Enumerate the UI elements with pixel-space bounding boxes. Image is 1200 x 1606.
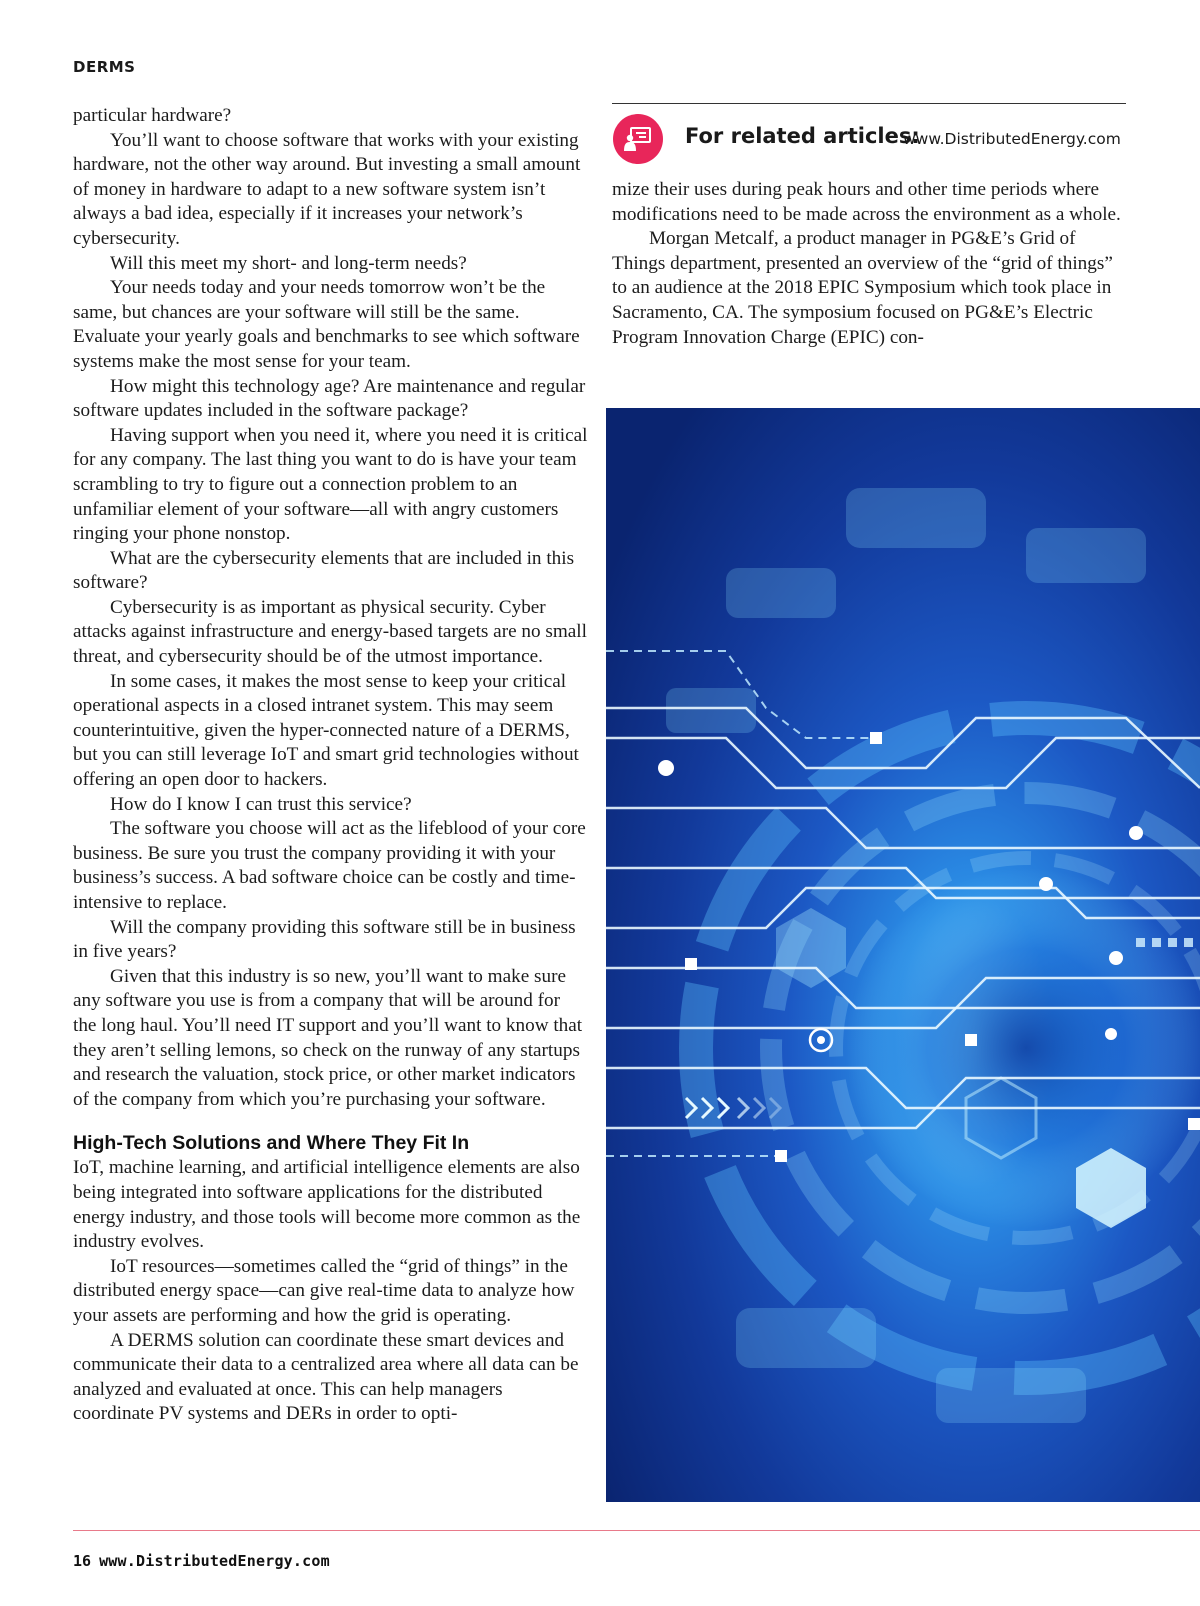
paragraph: IoT, machine learning, and artificial intelligence elements are also being integrated into software applications for the distributed energy industry, and those tools will become more common as the industry evolves.: [73, 1157, 581, 1253]
presentation-icon: [613, 114, 663, 164]
paragraph: Given that this industry is so new, you’ll want to make sure any software you use is from a company that will be around for the long haul. You’ll need IT support and you’ll want to know that they aren’t selling lemons, so check on the runway of any startups and research the valuation, stock price, or other market indicators of the company from which you’re purchasing your software.: [73, 965, 583, 1110]
paragraph: A DERMS solution can coordinate these smart devices and communicate their data to a centralized area where all data can be analyzed and evaluated at once. This can help managers coordinate PV systems and DERs in order to opti-: [73, 1329, 579, 1425]
page-number: 16: [73, 1552, 92, 1570]
footer-divider: [73, 1530, 1200, 1531]
paragraph: How do I know I can trust this service?: [110, 793, 412, 815]
paragraph: Will this meet my short- and long-term needs?: [110, 252, 467, 274]
paragraph: Morgan Metcalf, a product manager in PG&E’s Grid of Things department, presented an overview of the “grid of things” to an audience at the 2018 EPIC Symposium which took place in Sacramento, CA. The symposium focused on PG&E’s Electric Program Innovation Charge (EPIC) con-: [612, 228, 1113, 348]
footer-site-link[interactable]: www.DistributedEnergy.com: [99, 1552, 330, 1570]
paragraph: The software you choose will act as the lifeblood of your core business. Be sure you trust the company providing it with your business’s success. A bad software choice can be costly and time-intensive to replace.: [73, 818, 586, 913]
related-articles-link[interactable]: www.DistributedEnergy.com: [903, 130, 1121, 148]
paragraph: In some cases, it makes the most sense to keep your critical operational aspects in a closed intranet system. This may seem counterintuitive, given the hyper-connected nature of a DERMS, but you can still leverage IoT and smart grid technologies without offering an open door to hackers.: [73, 670, 579, 791]
paragraph: Cybersecurity is as important as physical security. Cyber attacks against infrastructure and energy-based targets are no small threat, and cybersecurity should be of the utmost importance.: [73, 596, 587, 668]
paragraph: Your needs today and your needs tomorrow won’t be the same, but chances are your software will still be the same. Evaluate your yearly goals and benchmarks to see which software systems make the most sense for your team.: [73, 277, 580, 372]
paragraph: particular hardware?: [73, 105, 232, 126]
paragraph: IoT resources—sometimes called the “grid of things” in the distributed energy space—can give real-time data to analyze how your assets are performing and how the grid is operating.: [73, 1255, 575, 1326]
right-column: [612, 178, 1127, 350]
paragraph: What are the cybersecurity elements that are included in this software?: [73, 547, 575, 594]
paragraph: Having support when you need it, where you need it is critical for any company. The last thing you want to do is have your team scrambling to try to figure out a connection problem to an unfamiliar element of your software—all with angry customers ringing your phone nonstop.: [73, 424, 588, 545]
related-articles-box: [612, 103, 1126, 162]
paragraph: Will the company providing this software still be in business in five years?: [73, 916, 576, 963]
paragraph: How might this technology age? Are maintenance and regular software updates included in the software package?: [73, 375, 586, 422]
section-heading: High-Tech Solutions and Where They Fit In: [73, 1132, 470, 1155]
left-column: [73, 104, 588, 1427]
section-label: DERMS: [73, 58, 136, 76]
circuit-illustration: [606, 408, 1200, 1502]
paragraph: You’ll want to choose software that works with your existing hardware, not the other way around. But investing a small amount of money in hardware to adapt to a new software system isn’t always a bad idea, especially if it increases your network’s cybersecurity.: [73, 129, 581, 249]
related-articles-label: For related articles:: [685, 124, 920, 148]
page-footer: [73, 1552, 330, 1570]
paragraph: mize their uses during peak hours and other time periods where modifications need to be made across the environment as a whole.: [612, 179, 1121, 225]
